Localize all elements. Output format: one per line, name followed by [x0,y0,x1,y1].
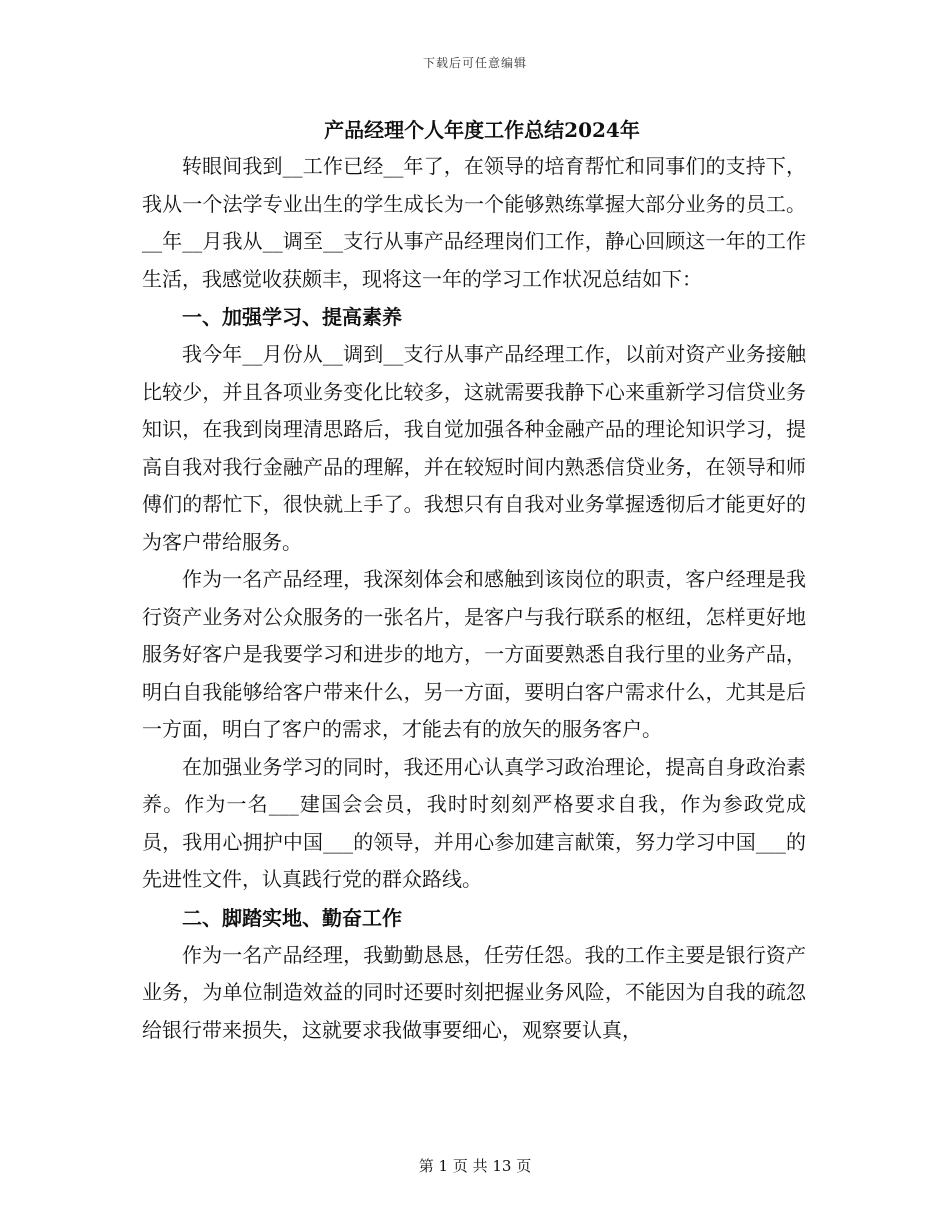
document-title: 产品经理个人年度工作总结2024年 [324,118,640,142]
page-header-note: 下载后可任意编辑 [422,56,527,70]
section-heading-2: 二、脚踏实地、勤奋工作 [182,905,402,930]
document-body [142,112,806,1049]
paragraph-section1-b: 作为一名产品经理，我深刻体会和感触到该岗位的职责，客户经理是我行资产业务对公众服务的一张名片，是客户与我行联系的枢纽，怎样更好地服务好客户是我要学习和进步的地方，一方面要熟悉自我行里的业务产品，明白自我能够给客户带来什么，另一方面，要明白客户需求什么，尤其是后一方面，明白了客户的需求，才能去有的放矢的服务客户。 [142,567,806,741]
paragraph-intro: 转眼间我到__工作已经__年了，在领导的培育帮忙和同事们的支持下，我从一个法学专业出生的学生成长为一个能够熟练掌握大部分业务的员工。__年__月我从__调至__支行从事产品经理岗们工作，静心回顾这一年的工作生活，我感觉收获颇丰，现将这一年的学习工作状况总结如下： [142,154,806,291]
section-heading-1: 一、加强学习、提高素养 [182,305,402,329]
page-footer-number: 第 1 页 共 13 页 [418,1157,532,1175]
paragraph-section1-a: 我今年__月份从__调到__支行从事产品经理工作，以前对资产业务接触比较少，并且各项业务变化比较多，这就需要我静下心来重新学习信贷业务知识，在我到岗理清思路后，我自觉加强各种金融产品的理论知识学习，提高自我对我行金融产品的理解，并在较短时间内熟悉信贷业务，在领导和师傅们的帮忙下，很快就上手了。我想只有自我对业务掌握透彻后才能更好的为客户带给服务。 [142,342,806,554]
paragraph-section1-c: 在加强业务学习的同时，我还用心认真学习政治理论，提高自身政治素养。作为一名___建国会会员，我时时刻刻严格要求自我，作为参政党成员，我用心拥护中国___的领导，并用心参加建言献策，努力学习中国___的先进性文件，认真践行党的群众路线。 [142,754,806,891]
paragraph-section2-a: 作为一名产品经理，我勤勤恳恳，任劳任怨。我的工作主要是银行资产业务，为单位制造效益的同时还要时刻把握业务风险，不能因为自我的疏忽给银行带来损失，这就要求我做事要细心，观察要认真， [142,942,806,1042]
